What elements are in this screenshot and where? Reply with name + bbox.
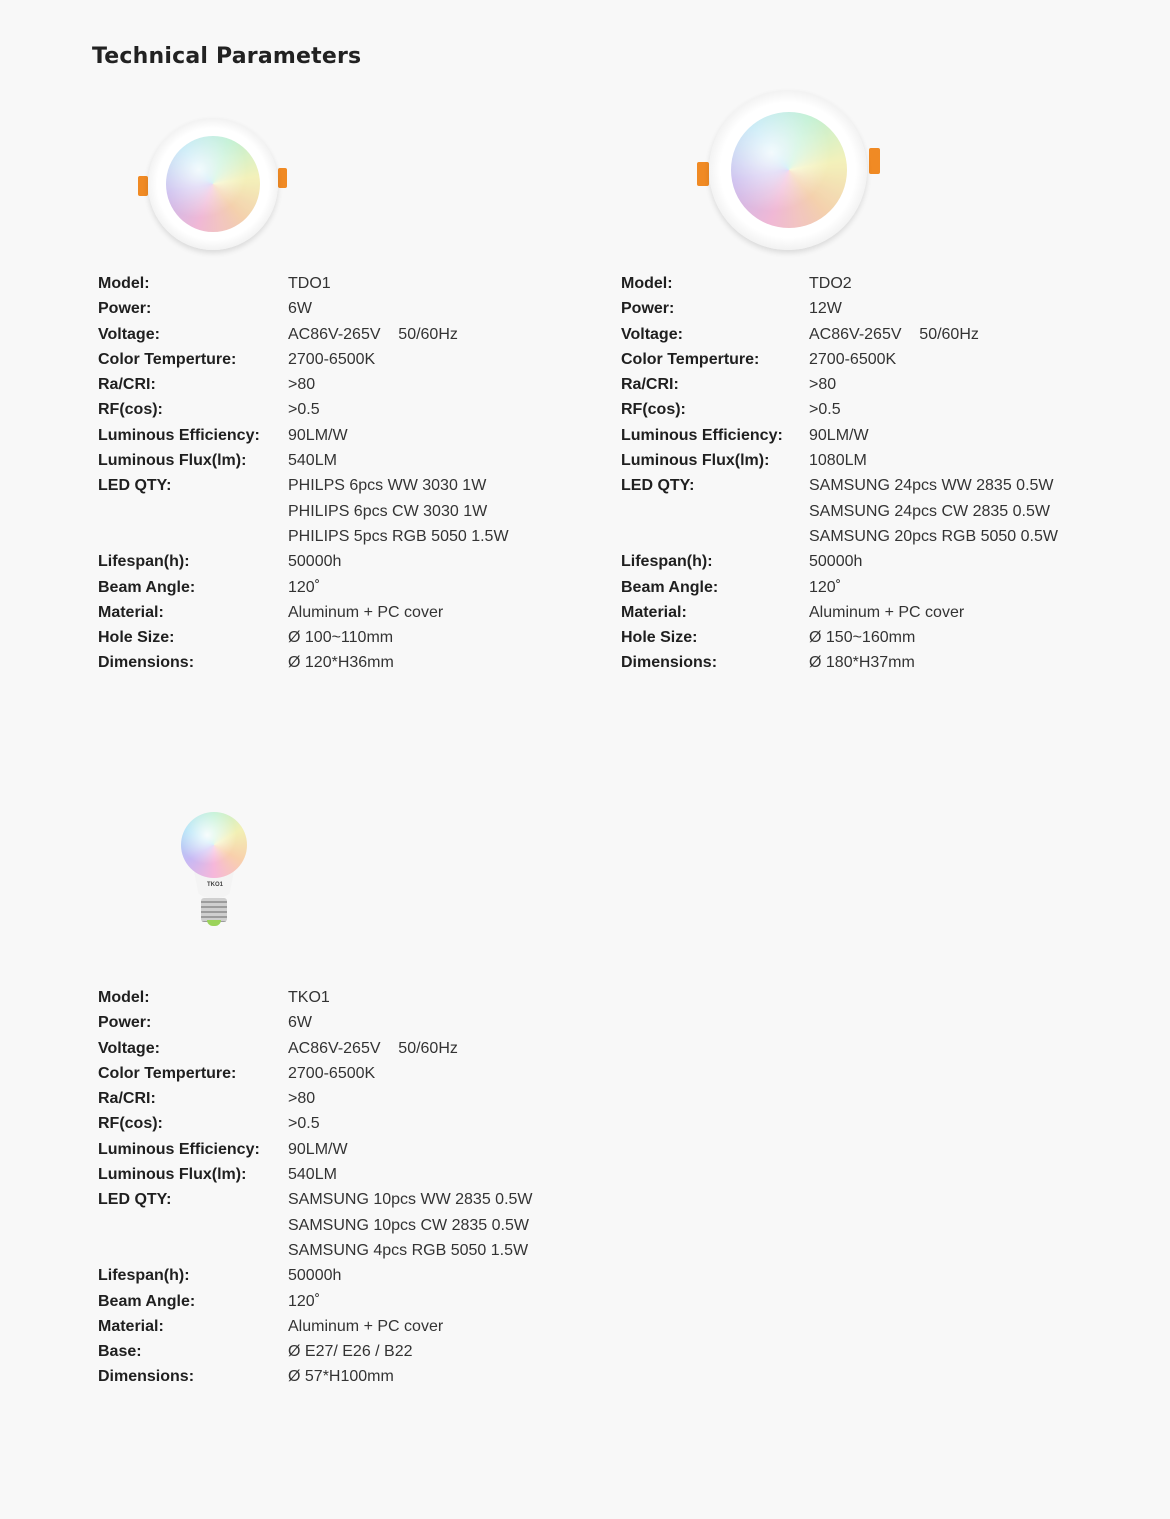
spec-row [621,322,1058,347]
spec-row [98,1086,533,1111]
spec-value: 120˚ [288,1292,321,1310]
spec-row [98,650,509,675]
spec-row [98,448,509,473]
spec-label: Lifespan(h): [98,1267,190,1285]
spec-label: Luminous Efficiency: [621,426,783,444]
spec-value: PHILIPS 5pcs RGB 5050 1.5W [288,527,509,545]
spec-value: TDO1 [288,275,331,292]
spec-values [809,296,842,321]
spec-values [809,372,836,397]
spec-values [288,1036,458,1061]
spec-row [621,625,1058,650]
spec-row [621,423,1058,448]
spec-value: >0.5 [288,1115,320,1133]
spec-label: Luminous Efficiency: [98,426,260,444]
spec-values [288,1187,533,1263]
spec-value: 50000h [809,553,863,571]
spec-table-tko1 [98,985,533,1390]
spec-row [98,397,509,422]
spec-values [288,650,394,675]
spec-values [809,473,1058,549]
spec-row [621,575,1058,600]
spec-value: >80 [288,1090,316,1108]
spec-values [809,347,896,372]
spec-values [809,271,852,296]
spec-value: SAMSUNG 24pcs WW 2835 0.5W [809,477,1054,495]
spec-label: Material: [98,1317,164,1335]
spec-label: Power: [98,1014,152,1032]
spec-label: Luminous Flux(lm): [98,1166,247,1184]
spec-row [98,1187,533,1263]
spec-label: Beam Angle: [98,578,196,596]
spec-label: Beam Angle: [621,578,719,596]
spec-values [288,1339,413,1364]
spec-table-tdo1 [98,271,509,676]
spec-label: Color Temperture: [98,1064,237,1082]
spec-value: 540LM [288,452,337,470]
spec-values [288,1061,375,1086]
spec-label: Dimensions: [98,1368,195,1386]
spec-row [98,372,509,397]
spec-value: SAMSUNG 10pcs WW 2835 0.5W [288,1191,533,1209]
spec-values [809,448,867,473]
spec-label: Hole Size: [98,629,175,647]
spec-row [98,575,509,600]
spec-value: >0.5 [809,401,841,419]
spec-label: Luminous Efficiency: [98,1140,260,1158]
downlight-image-tdo2 [697,90,882,252]
spec-values [809,549,862,574]
spec-row [98,1137,533,1162]
spec-values [288,1314,443,1339]
spec-value: PHILIPS 6pcs CW 3030 1W [288,502,488,520]
spec-values [288,625,393,650]
spec-label: RF(cos): [98,401,163,419]
spec-row [621,600,1058,625]
spec-values [809,650,915,675]
spec-value: AC86V-265V 50/60Hz [288,325,458,343]
spec-values [288,1364,394,1389]
spec-values [288,347,375,372]
spec-row [621,473,1058,549]
spec-value: Aluminum + PC cover [288,1317,444,1335]
spec-row [98,1339,533,1364]
spec-values [288,423,348,448]
spec-value: Aluminum + PC cover [288,603,444,621]
spec-row [621,397,1058,422]
spec-label: Material: [98,603,164,621]
spec-label: Power: [98,300,152,318]
spec-value: >80 [288,376,316,394]
spec-values [288,372,315,397]
spec-value: SAMSUNG 4pcs RGB 5050 1.5W [288,1241,529,1259]
bulb-tag-text: TKO1 [207,882,224,888]
downlight-image-tdo1 [138,118,288,252]
spec-values [288,1162,337,1187]
spec-value: TDO2 [809,275,852,292]
spec-row [98,1263,533,1288]
page-title: Technical Parameters [92,44,362,69]
spec-row [98,1010,533,1035]
spec-value: SAMSUNG 24pcs CW 2835 0.5W [809,502,1050,520]
spec-label: RF(cos): [98,1115,163,1133]
spec-row [98,271,509,296]
spec-row [98,1111,533,1136]
spec-row [621,448,1058,473]
spec-row [621,650,1058,675]
spec-values [809,397,841,422]
spec-value: 120˚ [809,578,842,596]
spec-values [288,322,458,347]
spec-row [621,271,1058,296]
spec-row [98,549,509,574]
spec-value: AC86V-265V 50/60Hz [809,325,979,343]
spec-label: LED QTY: [621,477,695,495]
spec-label: Color Temperture: [621,350,760,368]
spec-label: Lifespan(h): [621,553,713,571]
spec-value: Ø E27/ E26 / B22 [288,1343,413,1361]
spec-values [809,322,979,347]
spec-values [288,448,337,473]
spec-value: 90LM/W [288,1140,348,1158]
spec-value: PHILPS 6pcs WW 3030 1W [288,477,487,495]
spec-label: LED QTY: [98,477,172,495]
spec-row [98,347,509,372]
spec-label: Voltage: [98,325,160,343]
spec-row [98,1314,533,1339]
spec-values [288,271,331,296]
spec-label: Ra/CRI: [98,376,156,394]
spec-value: 120˚ [288,578,321,596]
spec-value: TKO1 [288,989,330,1006]
spec-row [621,347,1058,372]
spec-label: Ra/CRI: [621,376,679,394]
spec-values [288,1289,320,1314]
spec-values [809,600,964,625]
spec-value: Ø 100~110mm [288,629,394,647]
spec-value: Ø 57*H100mm [288,1368,394,1386]
spec-value: >0.5 [288,401,320,419]
spec-label: Dimensions: [621,654,718,672]
spec-table-tdo2 [621,271,1058,676]
spec-label: Beam Angle: [98,1292,196,1310]
spec-value: 12W [809,300,842,318]
spec-value: SAMSUNG 20pcs RGB 5050 0.5W [809,527,1058,545]
spec-label: Model: [98,275,150,292]
spec-value: 6W [288,300,312,318]
spec-row [98,1289,533,1314]
spec-value: 6W [288,1014,312,1032]
spec-row [98,1162,533,1187]
spec-label: Power: [621,300,675,318]
spec-label: Dimensions: [98,654,195,672]
spec-row [621,372,1058,397]
spec-value: Ø 180*H37mm [809,654,915,672]
spec-label: Voltage: [98,1039,160,1057]
spec-label: Voltage: [621,325,683,343]
spec-value: Ø 150~160mm [809,629,916,647]
spec-row [98,1061,533,1086]
spec-label: Model: [98,989,150,1006]
spec-value: AC86V-265V 50/60Hz [288,1039,458,1057]
bulb-image-tko1 [181,812,247,928]
spec-row [98,296,509,321]
spec-value: 2700-6500K [809,350,897,368]
spec-values [809,423,869,448]
spec-label: Model: [621,275,673,292]
spec-label: RF(cos): [621,401,686,419]
spec-label: Lifespan(h): [98,553,190,571]
spec-value: Aluminum + PC cover [809,603,965,621]
spec-values [288,296,312,321]
spec-label: Color Temperture: [98,350,237,368]
spec-value: 50000h [288,1267,342,1285]
spec-values [809,625,915,650]
spec-row [98,1036,533,1061]
spec-values [288,985,330,1010]
spec-value: 540LM [288,1166,337,1184]
spec-value: >80 [809,376,837,394]
spec-value: SAMSUNG 10pcs CW 2835 0.5W [288,1216,529,1234]
spec-row [98,625,509,650]
spec-row [621,296,1058,321]
spec-label: Luminous Flux(lm): [98,452,247,470]
spec-values [288,549,341,574]
spec-value: Ø 120*H36mm [288,654,394,672]
spec-row [98,600,509,625]
spec-values [809,575,841,600]
spec-values [288,1111,320,1136]
spec-values [288,1263,341,1288]
spec-label: Hole Size: [621,629,698,647]
spec-values [288,1010,312,1035]
spec-value: 50000h [288,553,342,571]
spec-row [98,985,533,1010]
spec-row [98,473,509,549]
spec-values [288,1137,348,1162]
spec-values [288,575,320,600]
spec-value: 90LM/W [809,426,869,444]
spec-value: 2700-6500K [288,1064,376,1082]
spec-row [98,423,509,448]
spec-value: 90LM/W [288,426,348,444]
spec-label: Base: [98,1343,142,1361]
spec-label: Luminous Flux(lm): [621,452,770,470]
spec-values [288,600,443,625]
spec-row [98,1364,533,1389]
spec-values [288,473,509,549]
spec-label: Material: [621,603,687,621]
spec-value: 1080LM [809,452,867,470]
spec-values [288,397,320,422]
spec-row [621,549,1058,574]
spec-label: Ra/CRI: [98,1090,156,1108]
spec-value: 2700-6500K [288,350,376,368]
spec-values [288,1086,315,1111]
spec-label: LED QTY: [98,1191,172,1209]
spec-row [98,322,509,347]
